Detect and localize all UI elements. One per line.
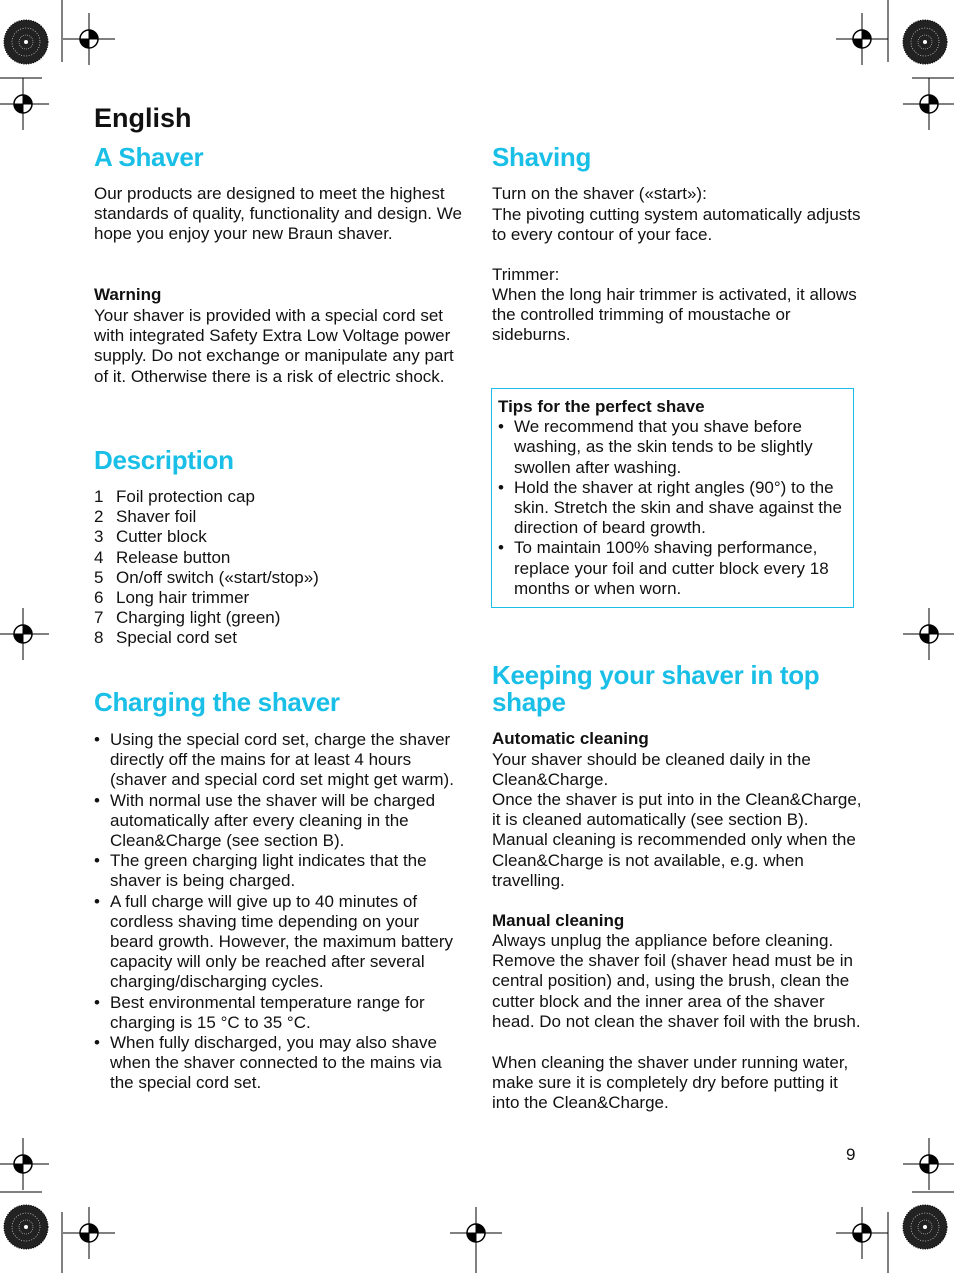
trimmer-title: Trimmer:	[492, 265, 560, 284]
item-label: Charging light (green)	[116, 608, 281, 628]
list-item: • With normal use the shaver will be charged automatically after every cleaning in the Clean&Charge (see section B).	[94, 791, 466, 852]
auto-cleaning-title: Automatic cleaning	[492, 729, 649, 748]
item-number: 7	[94, 608, 104, 628]
item-number: 8	[94, 628, 104, 648]
manual-cleaning-text-1: Always unplug the appliance before cleaning. Remove the shaver foil (shaver head must be in central position) and, using the brush, clean the cutter block and the inner area of the shaver head. Do not clean the shaver foil with the brush.	[492, 931, 861, 1031]
list-item: • Hold the shaver at right angles (90°) to the skin. Stretch the skin and shave against the direction of beard growth.	[498, 478, 850, 539]
list-item	[94, 568, 466, 588]
page-number: 9	[846, 1145, 856, 1164]
section-heading-shaving: Shaving	[492, 142, 592, 172]
list-item: • Using the special cord set, charge the shaver directly off the mains for at least 4 hours (shaver and special cord set might get warm).	[94, 730, 466, 791]
item-label: Long hair trimmer	[116, 588, 250, 608]
list-item: • We recommend that you shave before washing, as the skin tends to be slightly swollen after washing.	[498, 417, 850, 478]
list-item	[94, 527, 466, 547]
list-item: • A full charge will give up to 40 minutes of cordless shaving time depending on your beard growth. However, the maximum battery capacity will only be reached after several charging/discharging cycles.	[94, 892, 466, 993]
item-number: 3	[94, 527, 104, 547]
tips-title: Tips for the perfect shave	[498, 397, 705, 416]
language-heading: English	[94, 103, 192, 133]
shaving-start-text: Turn on the shaver («start»):	[492, 184, 707, 203]
shaving-pivot-text: The pivoting cutting system automatically adjusts to every contour of your face.	[492, 205, 861, 245]
auto-cleaning-text-2: Once the shaver is put into in the Clean&Charge, it is cleaned automatically (see section B). Manual cleaning is recommended only when the Clean&Charge is not available, e.g. when travelling.	[492, 790, 862, 890]
item-number: 4	[94, 547, 104, 567]
item-number: 1	[94, 487, 104, 506]
item-label: On/off switch («start/stop»)	[116, 567, 319, 587]
description-list	[94, 487, 466, 649]
item-label: Cutter block	[116, 527, 207, 547]
section-heading-shaver: A Shaver	[94, 142, 204, 172]
tips-box	[491, 388, 854, 608]
charging-list	[94, 730, 466, 1094]
warning-text: Your shaver is provided with a special cord set with integrated Safety Extra Low Voltage power supply. Do not exchange or manipulate any part of it. Otherwise there is a risk of electric shock.	[94, 306, 454, 386]
trimmer-text: When the long hair trimmer is activated, it allows the controlled trimming of moustache or sideburns.	[492, 285, 857, 345]
item-number: 6	[94, 588, 104, 608]
list-item	[94, 608, 466, 628]
item-number: 2	[94, 507, 104, 527]
item-label: Special cord set	[116, 628, 237, 648]
list-item	[94, 548, 466, 568]
tips-list	[498, 417, 850, 599]
section-heading-description: Description	[94, 445, 234, 475]
list-item: • The green charging light indicates that the shaver is being charged.	[94, 851, 466, 891]
item-label: Foil protection cap	[116, 487, 255, 506]
list-item: • Best environmental temperature range for charging is 15 °C to 35 °C.	[94, 993, 466, 1033]
list-item	[94, 628, 466, 648]
manual-cleaning-title: Manual cleaning	[492, 911, 625, 930]
warning-title: Warning	[94, 285, 162, 304]
shaver-intro: Our products are designed to meet the highest standards of quality, functionality and design. We hope you enjoy your new Braun shaver.	[94, 184, 462, 244]
item-label: Release button	[116, 547, 231, 567]
list-item	[94, 588, 466, 608]
list-item: • To maintain 100% shaving performance, replace your foil and cutter block every 18 months or when worn.	[498, 538, 850, 599]
section-heading-keeping: Keeping your shaver in top shape	[492, 660, 820, 717]
list-item: • When fully discharged, you may also shave when the shaver connected to the mains via the special cord set.	[94, 1033, 466, 1094]
item-label: Shaver foil	[116, 507, 197, 527]
auto-cleaning-text-1: Your shaver should be cleaned daily in the Clean&Charge.	[492, 750, 811, 790]
manual-cleaning-text-2: When cleaning the shaver under running water, make sure it is completely dry before putting it into the Clean&Charge.	[492, 1053, 849, 1113]
section-heading-charging: Charging the shaver	[94, 687, 340, 717]
list-item	[94, 507, 466, 527]
list-item	[94, 487, 466, 507]
item-number: 5	[94, 567, 104, 587]
